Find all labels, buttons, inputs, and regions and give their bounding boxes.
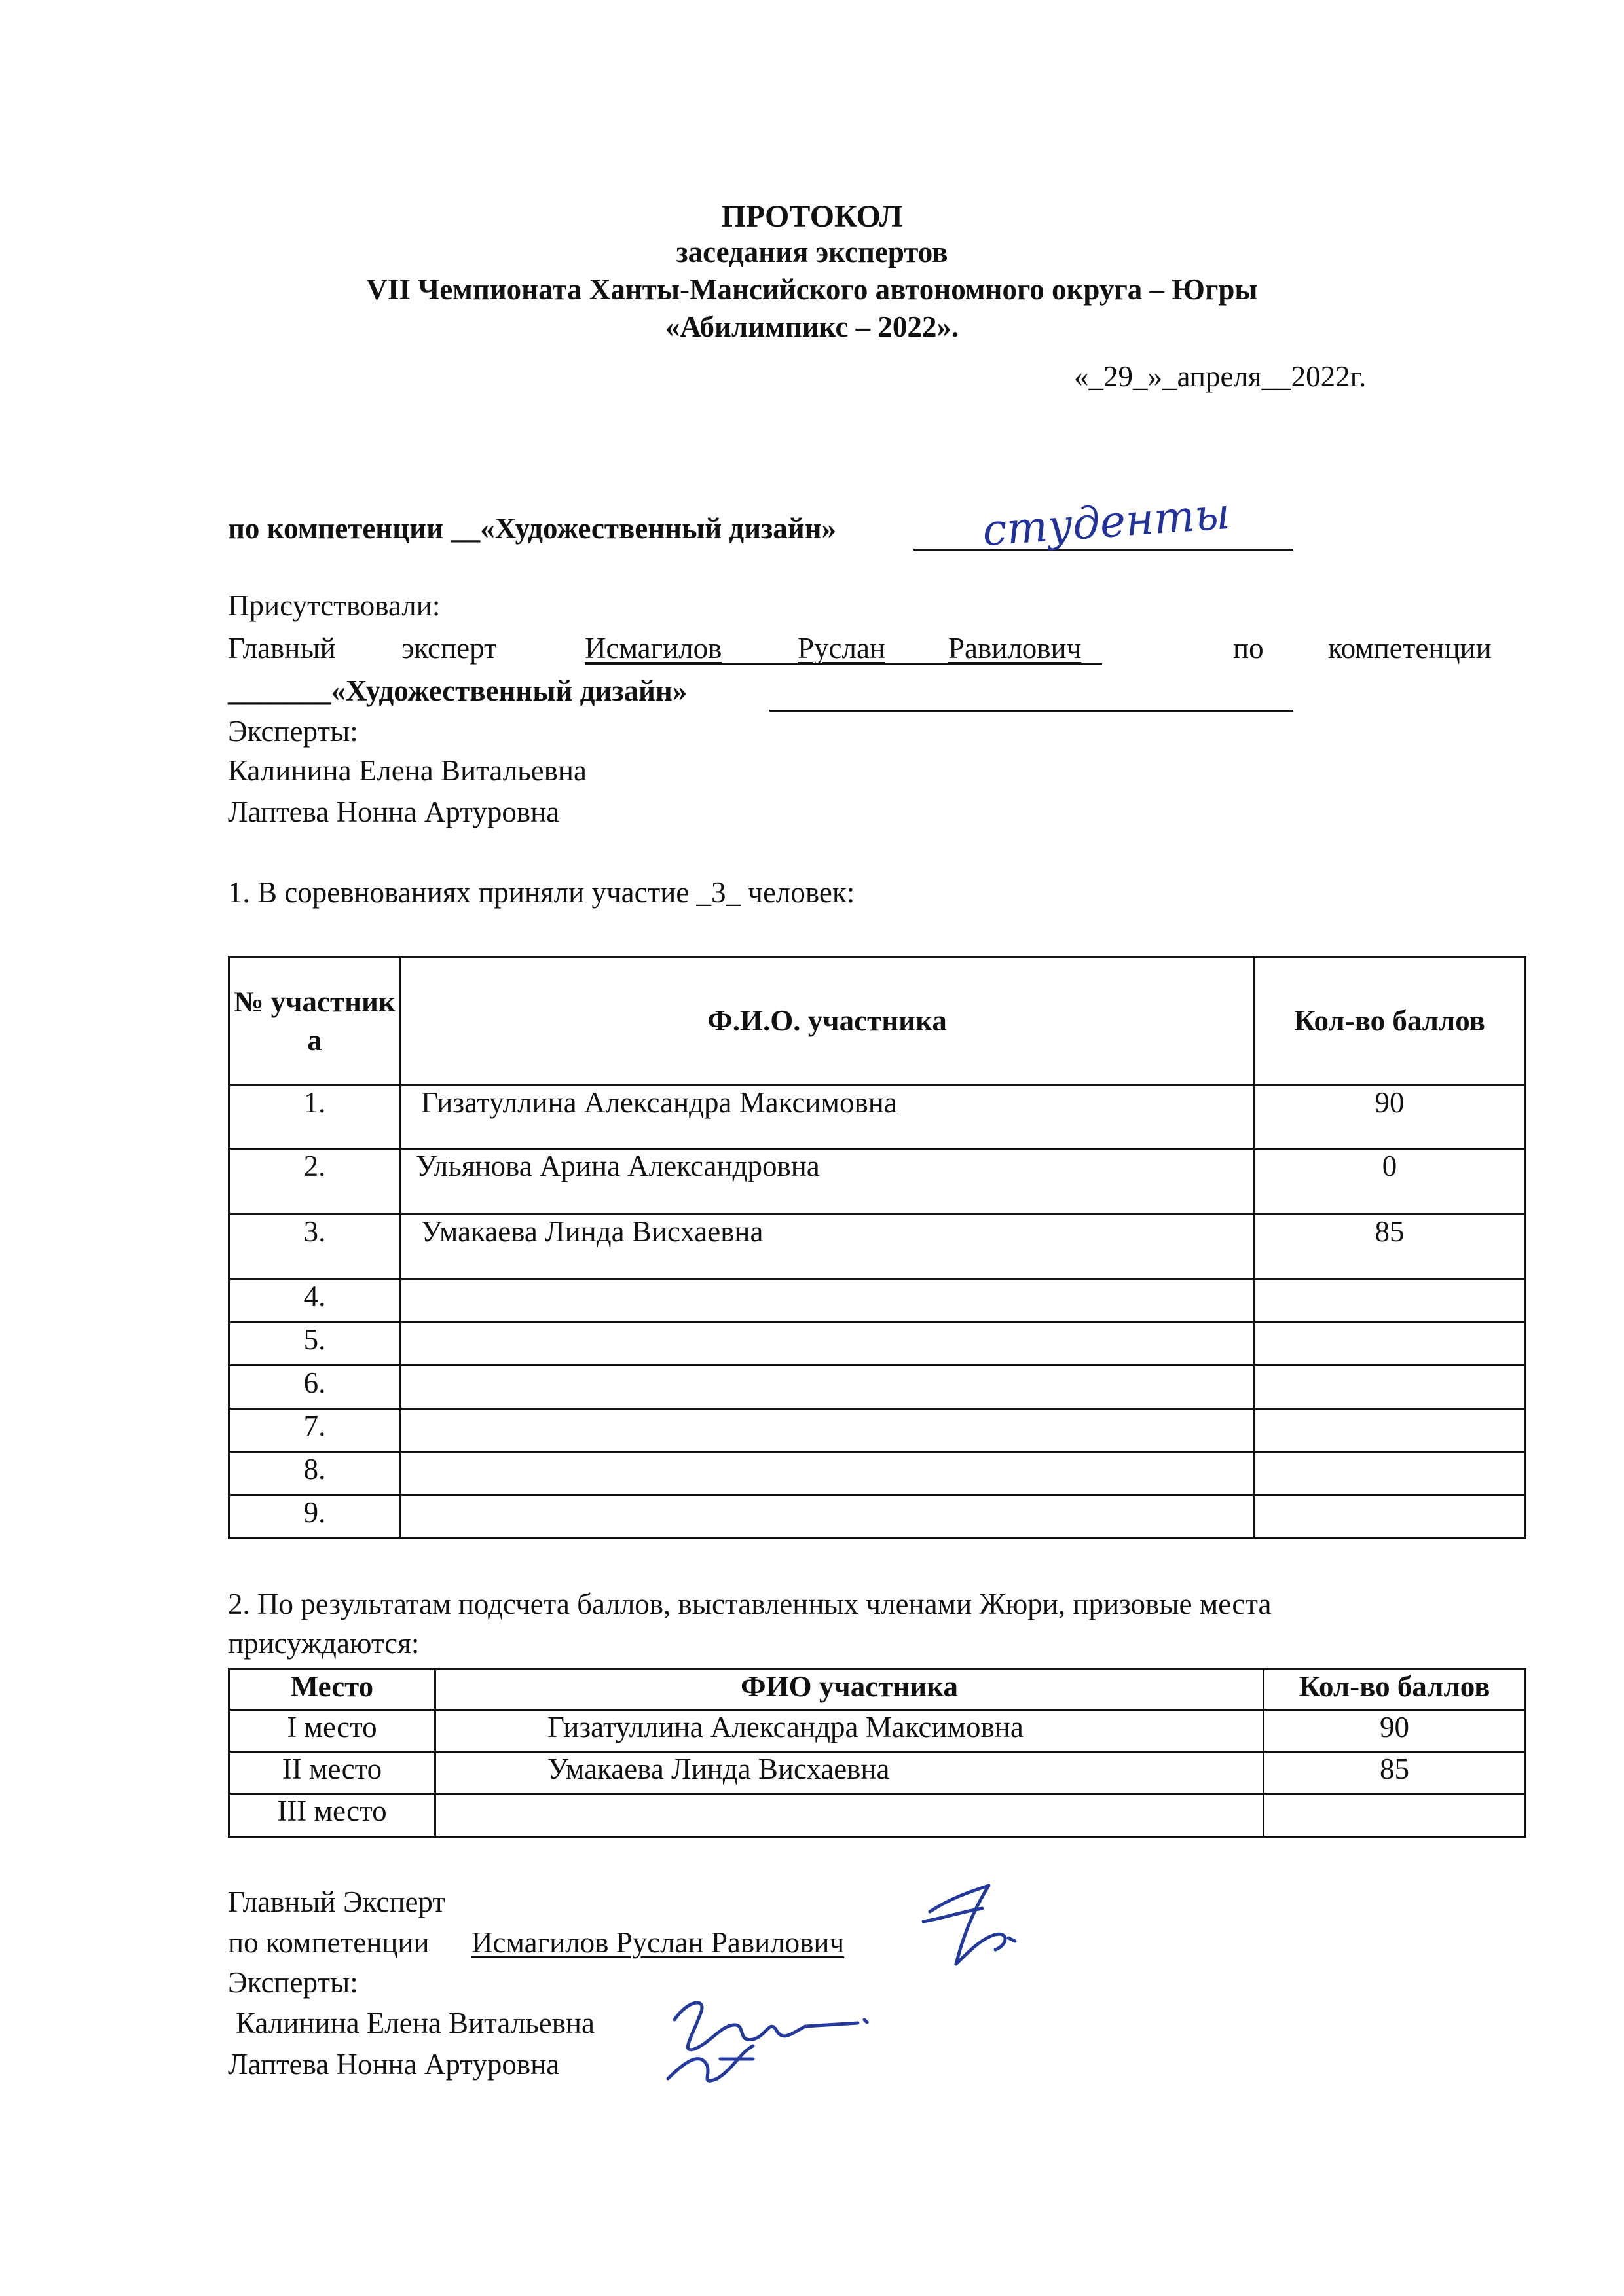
chief-firstname: Руслан xyxy=(798,632,886,665)
present-label: Присутствовали: xyxy=(228,589,441,622)
row-score: 90 xyxy=(1264,1710,1526,1752)
chief-patronymic: Равилович xyxy=(948,632,1082,665)
table-row xyxy=(229,1279,1526,1322)
table-row xyxy=(229,1710,1526,1752)
row-score xyxy=(1254,1366,1526,1409)
event-title: VII Чемпионата Ханты-Мансийского автономного округа – Югры xyxy=(366,273,1258,306)
row-name: Гизатуллина Александра Максимовна xyxy=(401,1085,1254,1149)
row-score xyxy=(1254,1322,1526,1366)
row-name xyxy=(435,1794,1264,1837)
row-score: 90 xyxy=(1254,1085,1526,1149)
chief-expert-line xyxy=(228,632,1508,668)
row-place: II место xyxy=(229,1752,435,1794)
chief-signature xyxy=(910,1872,1041,1977)
row-number: 8. xyxy=(229,1452,401,1495)
participants-table xyxy=(228,956,1526,1539)
row-number: 1. xyxy=(229,1085,401,1149)
header-number: № участник а xyxy=(229,957,401,1085)
row-score: 85 xyxy=(1254,1214,1526,1279)
section2-text-line2: присуждаются: xyxy=(228,1627,420,1660)
table-row xyxy=(229,1322,1526,1366)
competency-label: по компетенции __«Художественный дизайн» xyxy=(228,512,837,545)
row-name xyxy=(401,1452,1254,1495)
table-row xyxy=(229,1214,1526,1279)
row-place: I место xyxy=(229,1710,435,1752)
table-row xyxy=(229,1452,1526,1495)
row-number: 4. xyxy=(229,1279,401,1322)
competency-repeat: _______«Художественный дизайн» xyxy=(228,674,688,707)
row-number: 5. xyxy=(229,1322,401,1366)
row-score xyxy=(1264,1794,1526,1837)
header-name: ФИО участника xyxy=(435,1669,1264,1710)
chief-surname: Исмагилов xyxy=(585,632,722,665)
chief-name-underline xyxy=(585,663,1102,665)
row-number: 7. xyxy=(229,1409,401,1452)
event-name: «Абилимпикс – 2022». xyxy=(665,310,959,343)
table-row xyxy=(229,1366,1526,1409)
table-row xyxy=(229,1495,1526,1539)
row-number: 9. xyxy=(229,1495,401,1539)
document-subtitle: заседания экспертов xyxy=(676,236,948,268)
sign-chief-label-1: Главный Эксперт xyxy=(228,1886,446,1918)
row-name xyxy=(401,1322,1254,1366)
header-place: Место xyxy=(229,1669,435,1710)
expert-name-1: Калинина Елена Витальевна xyxy=(228,754,587,787)
row-place: III место xyxy=(229,1794,435,1837)
row-name: Гизатуллина Александра Максимовна xyxy=(435,1710,1264,1752)
competency-repeat-underline xyxy=(769,710,1293,712)
row-score xyxy=(1254,1495,1526,1539)
header-score: Кол-во баллов xyxy=(1254,957,1526,1085)
row-name: Умакаева Линда Висхаевна xyxy=(401,1214,1254,1279)
sign-experts-label: Эксперты: xyxy=(228,1966,358,1999)
sign-expert-2: Лаптева Нонна Артуровна xyxy=(228,2048,560,2081)
title-block xyxy=(0,198,1624,348)
row-score xyxy=(1254,1409,1526,1452)
table-row xyxy=(229,1149,1526,1214)
table-row xyxy=(229,1794,1526,1837)
row-number: 6. xyxy=(229,1366,401,1409)
table-row xyxy=(229,1085,1526,1149)
competency-handwritten: студенты xyxy=(980,488,1232,556)
row-name: Ульянова Арина Александровна xyxy=(401,1149,1254,1214)
experts-label: Эксперты: xyxy=(228,715,358,748)
row-score: 85 xyxy=(1264,1752,1526,1794)
winners-table-header xyxy=(229,1669,1526,1710)
sign-chief-label-2: по компетенции xyxy=(228,1926,430,1959)
row-score xyxy=(1254,1452,1526,1495)
winners-table xyxy=(228,1668,1526,1838)
header-name: Ф.И.О. участника xyxy=(401,957,1254,1085)
chief-word-by: по xyxy=(1233,632,1264,665)
expert-1-signature xyxy=(661,1980,877,2092)
competency-underline xyxy=(913,549,1293,551)
row-number: 2. xyxy=(229,1149,401,1214)
table-row xyxy=(229,1409,1526,1452)
participants-table-header xyxy=(229,957,1526,1085)
document-title: ПРОТОКОЛ xyxy=(721,199,903,234)
row-name xyxy=(401,1495,1254,1539)
section1-text: 1. В соревнованиях приняли участие _3_ человек: xyxy=(228,876,855,909)
row-name xyxy=(401,1366,1254,1409)
chief-word-main: Главный xyxy=(228,632,336,665)
row-number: 3. xyxy=(229,1214,401,1279)
sign-expert-1: Калинина Елена Витальевна xyxy=(236,2007,595,2039)
row-score: 0 xyxy=(1254,1149,1526,1214)
document-date: «_29_»_апреля__2022г. xyxy=(1074,360,1367,393)
row-name xyxy=(401,1409,1254,1452)
row-name: Умакаева Линда Висхаевна xyxy=(435,1752,1264,1794)
expert-name-2: Лаптева Нонна Артуровна xyxy=(228,795,560,828)
sign-chief-name: Исмагилов Руслан Равилович xyxy=(471,1926,845,1959)
row-name xyxy=(401,1279,1254,1322)
chief-word-expert: эксперт xyxy=(401,632,497,665)
chief-word-competency: компетенции xyxy=(1328,632,1492,665)
row-score xyxy=(1254,1279,1526,1322)
header-score: Кол-во баллов xyxy=(1264,1669,1526,1710)
table-row xyxy=(229,1752,1526,1794)
section2-text-line1: 2. По результатам подсчета баллов, выставленных членами Жюри, призовые места xyxy=(228,1588,1272,1620)
